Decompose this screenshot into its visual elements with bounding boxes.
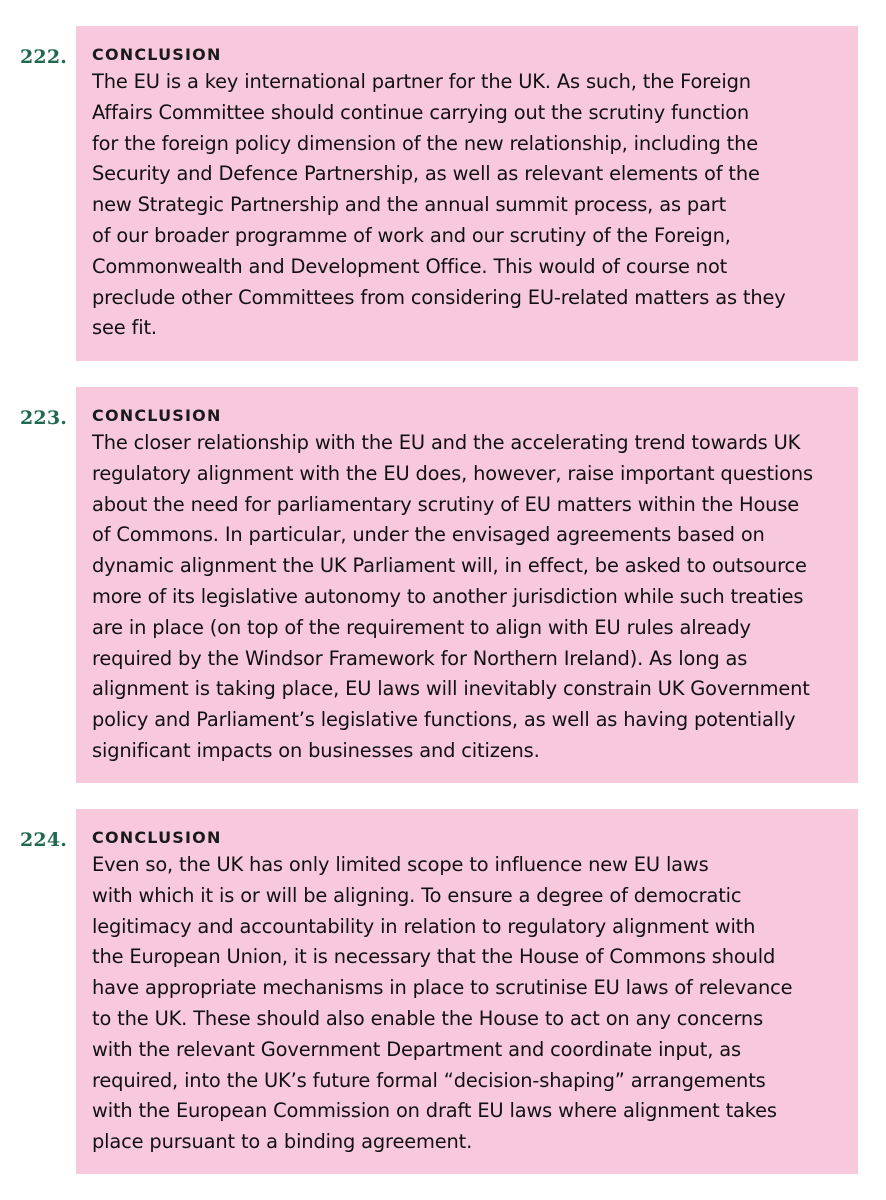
- conclusion-box: [76, 809, 858, 1174]
- conclusion-text: The EU is a key international partner for the UK. As such, the Foreign Affairs Committee should continue carrying out the scrutiny function for the foreign policy dimension of the new relationship, including the Security and Defence Partnership, as well as relevant elements of the new Strategic Partnership and the annual summit process, as part of our broader programme of work and our scrutiny of the Foreign, Commonwealth and Development Office. This would of course not preclude other Committees from considering EU-related matters as they see fit.: [92, 70, 786, 340]
- conclusion-label: CONCLUSION: [92, 406, 222, 425]
- conclusion-label: CONCLUSION: [92, 45, 222, 64]
- conclusion-box: [76, 387, 858, 783]
- conclusion-label: CONCLUSION: [92, 828, 222, 847]
- paragraph-number: 223.: [20, 407, 68, 429]
- paragraph-number: 222.: [20, 46, 68, 68]
- paragraph-number: 224.: [20, 829, 68, 851]
- conclusion-text: Even so, the UK has only limited scope to influence new EU laws with which it is or will be aligning. To ensure a degree of democratic legitimacy and accountability in relation to regulatory alignment with the European Union, it is necessary that the House of Commons should have appropriate mechanisms in place to scrutinise EU laws of relevance to the UK. These should also enable the House to act on any concerns with the relevant Government Department and coordinate input, as required, into the UK’s future formal “decision-shaping” arrangements with the European Commission on draft EU laws where alignment takes place pursuant to a binding agreement.: [92, 853, 793, 1154]
- conclusion-text: The closer relationship with the EU and the accelerating trend towards UK regulatory alignment with the EU does, however, raise important questions about the need for parliamentary scrutiny of EU matters within the House of Commons. In particular, under the envisaged agreements based on dynamic alignment the UK Parliament will, in effect, be asked to outsource more of its legislative autonomy to another jurisdiction while such treaties are in place (on top of the requirement to align with EU rules already required by the Windsor Framework for Northern Ireland). As long as alignment is taking place, EU laws will inevitably constrain UK Government policy and Parliament’s legislative functions, as well as having potentially significant impacts on businesses and citizens.: [92, 431, 813, 762]
- conclusion-box: [76, 26, 858, 361]
